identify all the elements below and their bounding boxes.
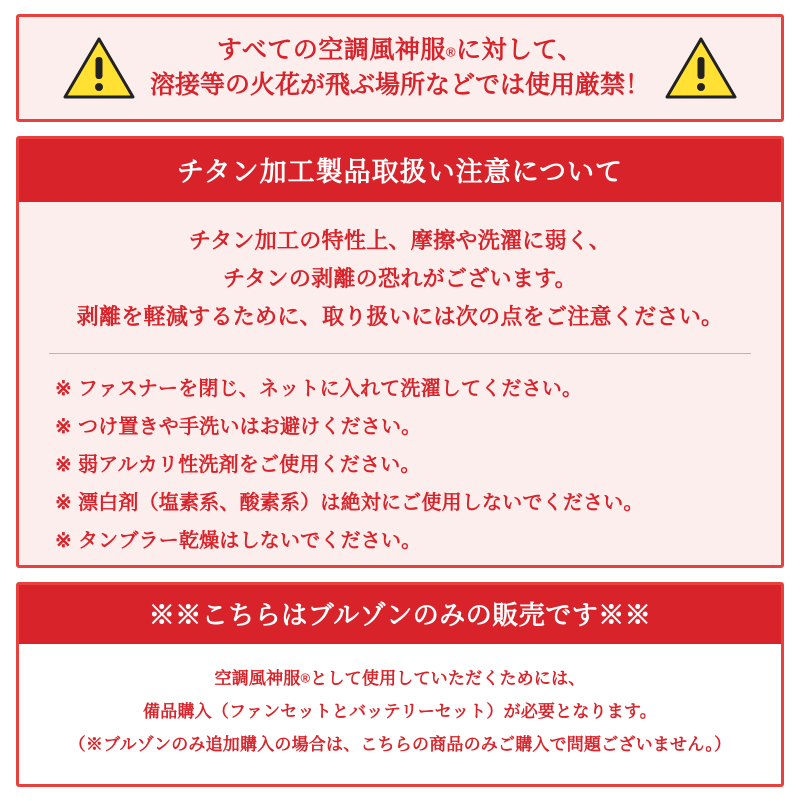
bullet-mark: ※ xyxy=(55,454,72,477)
sales-note-line1-a: 空調風神服 xyxy=(214,669,301,688)
care-lead-line-2: チタンの剥離の恐れがございます。 xyxy=(223,265,577,291)
sales-note-line-3: （※ブルゾンのみ追加購入の場合は、こちらの商品のみご購入で問題ございません。） xyxy=(68,735,732,755)
list-item xyxy=(55,408,755,446)
list-item xyxy=(55,522,755,560)
sales-note-section xyxy=(16,582,784,787)
care-lead-line-3: 剥離を軽減するために、取り扱いには次の点をご注意ください。 xyxy=(76,303,724,329)
bullet-mark: ※ xyxy=(55,378,72,401)
list-item xyxy=(55,484,755,522)
care-instruction-list xyxy=(45,370,755,560)
registered-mark: ® xyxy=(300,670,311,686)
sales-note-line-1 xyxy=(29,662,771,695)
list-item xyxy=(55,446,755,484)
bullet-mark: ※ xyxy=(55,416,72,439)
warning-text xyxy=(150,33,650,104)
warning-line1-b: に対して、 xyxy=(456,35,584,64)
sales-note-line-2: 備品購入（ファンセットとバッテリーセット）が必要となります。 xyxy=(143,702,657,722)
list-item-label: 弱アルカリ性洗剤をご使用ください。 xyxy=(77,454,421,477)
care-section-heading: チタン加工製品取扱い注意について xyxy=(19,139,781,202)
warning-triangle-icon xyxy=(62,35,136,101)
list-item xyxy=(55,370,755,408)
care-section-body xyxy=(19,202,781,560)
sales-note-body xyxy=(19,644,781,761)
titanium-care-section xyxy=(16,136,784,568)
bullet-mark: ※ xyxy=(55,530,72,553)
bullet-mark: ※ xyxy=(55,492,72,515)
list-item-label: ファスナーを閉じ、ネットに入れて洗濯してください。 xyxy=(77,378,583,401)
warning-line2: 溶接等の火花が飛ぶ場所などでは使用厳禁！ xyxy=(149,71,650,99)
sales-note-heading: ※※こちらはブルゾンのみの販売です※※ xyxy=(19,585,781,644)
warning-triangle-icon xyxy=(664,35,738,101)
warning-line1-a: すべての空調風神服 xyxy=(216,35,446,64)
list-item-label: 漂白剤（塩素系、酸素系）は絶対にご使用しないでください。 xyxy=(77,492,644,515)
list-item-label: タンブラー乾燥はしないでください。 xyxy=(77,530,422,553)
care-lead-text xyxy=(45,222,755,335)
sales-note-line1-b: として使用していただくためには、 xyxy=(310,669,586,688)
list-item-label: つけ置きや手洗いはお避けください。 xyxy=(77,416,422,439)
divider xyxy=(49,353,751,354)
care-lead-line-1: チタン加工の特性上、摩擦や洗濯に弱く、 xyxy=(188,228,612,253)
warning-banner xyxy=(16,14,784,122)
registered-mark: ® xyxy=(445,43,457,59)
